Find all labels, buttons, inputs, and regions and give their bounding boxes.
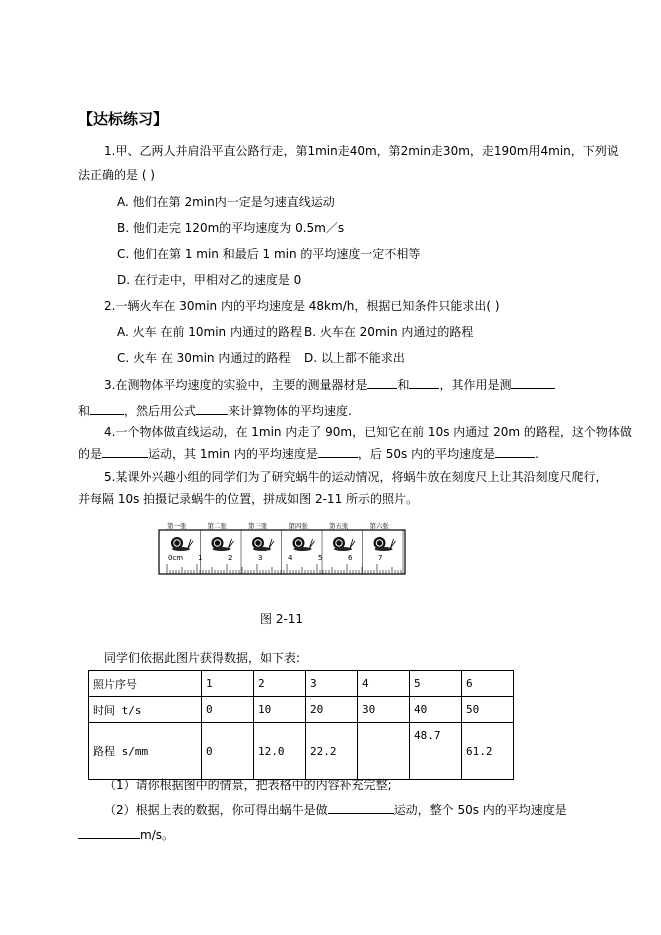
snail-ruler-photo: [155, 520, 410, 576]
table-cell: 6: [462, 671, 514, 697]
q4-text-2: 的是: [78, 447, 103, 461]
table-cell: 30: [358, 697, 410, 723]
q3-blank-3[interactable]: [511, 376, 555, 389]
table-cell: 2: [254, 671, 306, 697]
q2-option-a: A. 火车 在前 10min 内通过的路程: [117, 325, 302, 339]
ruler-number: 1: [198, 554, 203, 562]
table-cell: 12.0: [254, 723, 306, 780]
q1-option-b: B. 他们走完 120m的平均速度为 0.5m／s: [117, 221, 345, 235]
q5-sub2-line2: [78, 826, 174, 843]
q2-option-b: B. 火车在 20min 内通过的路程: [304, 325, 474, 339]
ruler-body: [159, 530, 405, 574]
q3-blank-2[interactable]: [409, 376, 439, 389]
q3-blank-5[interactable]: [196, 402, 228, 415]
q5-sub2-text-2: 运动，整个 50s 内的平均速度是: [393, 803, 567, 817]
table-cell: 48.7: [410, 723, 462, 780]
section-title: 【达标练习】: [78, 110, 169, 128]
q1-option-d: D. 在行走中，甲相对乙的速度是 0: [117, 273, 302, 287]
table-cell: 61.2: [462, 723, 514, 780]
table-cell: 0: [202, 697, 254, 723]
q3-text-5: ，然后用公式: [124, 404, 197, 418]
ruler-number: 2: [228, 554, 233, 562]
q1-option-c: C. 他们在第 1 min 和最后 1 min 的平均速度一定不相等: [117, 247, 421, 261]
q4-blank-3[interactable]: [495, 445, 535, 458]
photo-label: 第二张: [207, 522, 227, 530]
q2-stem: 2.一辆火车在 30min 内的平均速度是 48km/h，根据已知条件只能求出( ): [104, 299, 500, 313]
ruler-number: 3: [258, 554, 263, 562]
table-row: [89, 671, 514, 697]
q3-blank-4[interactable]: [90, 402, 124, 415]
ruler-number: 7: [378, 554, 383, 562]
q1-stem-line2: 法正确的是 ( ): [78, 168, 155, 182]
q5-sub2-line1: [104, 801, 567, 818]
table-cell: 10: [254, 697, 306, 723]
table-cell: 1: [202, 671, 254, 697]
q4-line2: [78, 445, 539, 462]
q5-sub2-text-3: m/s。: [140, 828, 174, 842]
ruler-number: 6: [348, 554, 353, 562]
q1-stem-line1: 1.甲、乙两人并肩沿平直公路行走，第1min走40m，第2min走30m，走190m用4min，下列说: [104, 144, 619, 158]
q4-text-4: ，后 50s 内的平均速度是: [357, 447, 496, 461]
q3-line2: [78, 402, 352, 419]
q4-line1: 4.一个物体做直线运动，在 1min 内走了 90m，已知它在前 10s 内通过 20m 的路程，这个物体做: [104, 425, 632, 439]
ruler-number: 0cm: [168, 554, 184, 562]
table-cell: 50: [462, 697, 514, 723]
q5-line1: 5.某课外兴趣小组的同学们为了研究蜗牛的运动情况，将蜗牛放在刻度尺上让其沿刻度尺爬行，: [104, 470, 608, 484]
photo-label: 第四张: [288, 522, 308, 530]
q5-blank-speed[interactable]: [78, 826, 140, 839]
photo-label: 第六张: [369, 522, 389, 530]
table-cell: 20: [306, 697, 358, 723]
table-cell: 照片序号: [89, 671, 202, 697]
q5-sub2-text-1: （2）根据上表的数据，你可得出蜗牛是做: [104, 803, 328, 817]
q2-option-c: C. 火车 在 30min 内通过的路程: [117, 351, 291, 365]
table-row: [89, 697, 514, 723]
q3-blank-1[interactable]: [367, 376, 397, 389]
table-cell-empty[interactable]: [358, 723, 410, 780]
ruler-number: 4: [288, 554, 293, 562]
photo-label: 第五张: [329, 522, 349, 530]
data-table: [88, 670, 514, 780]
q2-option-d: D. 以上都不能求出: [304, 351, 405, 365]
ruler-figure: [155, 520, 410, 576]
table-cell: 4: [358, 671, 410, 697]
table-cell: 5: [410, 671, 462, 697]
q3-text-3: ，其作用是测: [439, 378, 512, 392]
table-cell: 40: [410, 697, 462, 723]
table-row: [89, 723, 514, 780]
q5-line2: 并每隔 10s 拍摄记录蜗牛的位置，拼成如图 2-11 所示的照片。: [78, 492, 419, 506]
table-cell: 路程 s/mm: [89, 723, 202, 780]
q3-text-2: 和: [397, 378, 410, 392]
q4-blank-2[interactable]: [318, 445, 358, 458]
table-cell: 22.2: [306, 723, 358, 780]
q4-blank-1[interactable]: [102, 445, 148, 458]
q4-text-5: .: [535, 447, 539, 461]
figure-caption: 图 2-11: [260, 612, 304, 626]
table-cell: 0: [202, 723, 254, 780]
q1-option-a: A. 他们在第 2min内一定是匀速直线运动: [117, 195, 335, 209]
q5-blank-motion[interactable]: [328, 801, 394, 814]
photo-label: 第一张: [167, 522, 187, 530]
table-intro: 同学们依据此图片获得数据，如下表:: [104, 651, 301, 665]
table-cell: 时间 t/s: [89, 697, 202, 723]
photo-label: 第三张: [248, 522, 268, 530]
q3-text-1: 3.在测物体平均速度的实验中，主要的测量器材是: [104, 378, 368, 392]
q5-sub1: （1）请你根据图中的情景，把表格中的内容补充完整;: [104, 778, 392, 792]
q3-text-4: 和: [78, 404, 91, 418]
q3-line1: [104, 376, 555, 393]
ruler-number: 5: [318, 554, 323, 562]
q4-text-3: 运动，其 1min 内的平均速度是: [148, 447, 318, 461]
table-cell: 3: [306, 671, 358, 697]
q3-text-6: 来计算物体的平均速度.: [228, 404, 352, 418]
